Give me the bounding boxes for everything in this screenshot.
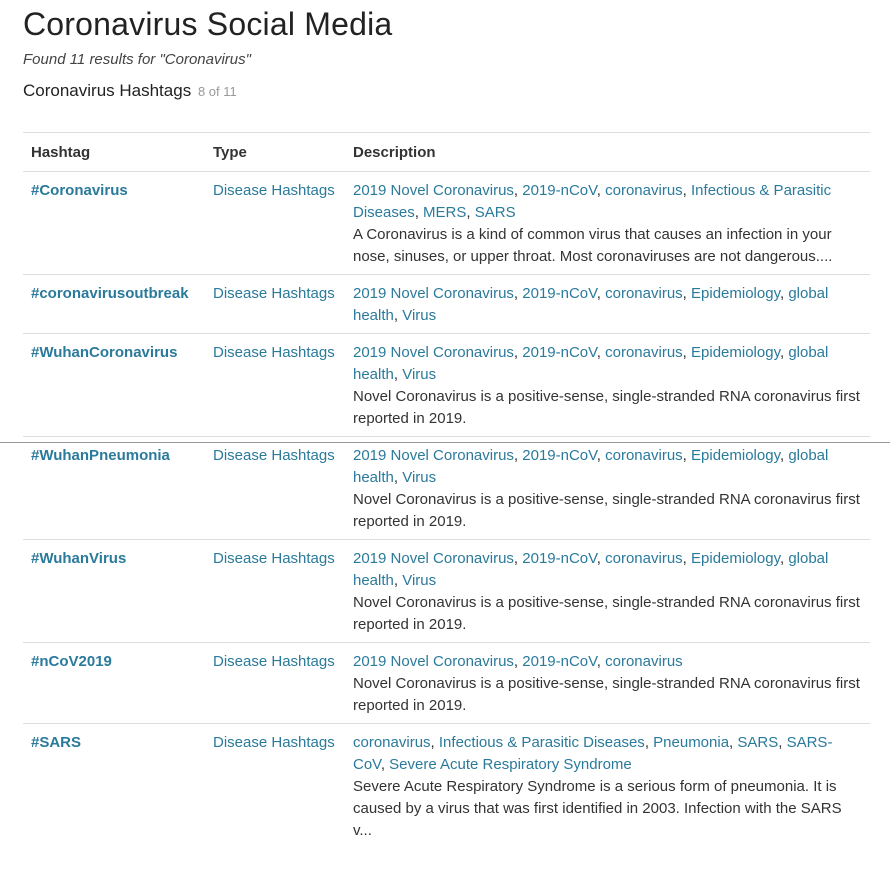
related-link[interactable]: global health <box>353 447 829 486</box>
column-header-hashtag: Hashtag <box>23 133 205 172</box>
related-link[interactable]: global health <box>353 344 829 383</box>
hashtags-table <box>23 132 870 848</box>
table-body <box>23 172 870 849</box>
related-link[interactable]: 2019 Novel Coronavirus <box>353 285 514 302</box>
link-separator: , <box>513 550 523 567</box>
related-link[interactable]: coronavirus <box>605 182 683 199</box>
related-link[interactable]: 2019-nCoV <box>522 182 597 199</box>
type-cell <box>205 724 345 849</box>
description-text: Novel Coronavirus is a positive-sense, single-stranded RNA coronavirus first reported in 2019. <box>353 675 860 714</box>
results-summary: Found 11 results for "Coronavirus" <box>23 51 251 68</box>
description-cell <box>345 724 870 849</box>
related-link[interactable]: 2019-nCoV <box>522 550 597 567</box>
related-link[interactable]: Infectious & Parasitic Diseases <box>438 734 645 751</box>
table-row <box>23 275 870 334</box>
hashtag-cell <box>23 334 205 437</box>
link-separator: , <box>644 734 654 751</box>
hashtag-cell <box>23 275 205 334</box>
type-cell <box>205 334 345 437</box>
type-link[interactable]: Disease Hashtags <box>213 447 335 464</box>
description-text: A Coronavirus is a kind of common virus that causes an infection in your nose, sinuses, or upper throat. Most coronaviruses are not dangerous.... <box>353 226 833 265</box>
related-link[interactable]: coronavirus <box>605 344 683 361</box>
link-separator: , <box>682 344 692 361</box>
section-header <box>23 79 870 104</box>
description-cell <box>345 437 870 540</box>
description-cell <box>345 172 870 275</box>
type-link[interactable]: Disease Hashtags <box>213 182 335 199</box>
table-row <box>23 334 870 437</box>
related-link[interactable]: Virus <box>402 307 437 324</box>
link-separator: , <box>513 447 523 464</box>
link-separator: , <box>682 285 692 302</box>
related-link[interactable]: global health <box>353 285 829 324</box>
link-separator: , <box>779 550 789 567</box>
related-link[interactable]: coronavirus <box>605 285 683 302</box>
type-cell <box>205 437 345 540</box>
type-link[interactable]: Disease Hashtags <box>213 734 335 751</box>
related-link[interactable]: 2019 Novel Coronavirus <box>353 447 514 464</box>
related-link[interactable]: Epidemiology <box>691 447 780 464</box>
hashtag-link[interactable]: #SARS <box>31 734 82 751</box>
description-text: Novel Coronavirus is a positive-sense, single-stranded RNA coronavirus first reported in 2019. <box>353 594 860 633</box>
link-separator: , <box>380 756 390 773</box>
related-link[interactable]: 2019-nCoV <box>522 285 597 302</box>
related-links <box>353 342 862 386</box>
link-separator: , <box>596 550 606 567</box>
link-separator: , <box>513 653 523 670</box>
related-link[interactable]: Epidemiology <box>691 344 780 361</box>
section-count: 8 of 11 <box>197 84 237 99</box>
related-link[interactable]: 2019 Novel Coronavirus <box>353 182 514 199</box>
related-link[interactable]: 2019-nCoV <box>522 447 597 464</box>
description-text: Novel Coronavirus is a positive-sense, single-stranded RNA coronavirus first reported in 2019. <box>353 491 860 530</box>
table-row <box>23 643 870 724</box>
link-separator: , <box>779 285 789 302</box>
related-links <box>353 732 862 776</box>
related-link[interactable]: Epidemiology <box>691 550 780 567</box>
related-link[interactable]: 2019-nCoV <box>522 653 597 670</box>
column-header-type: Type <box>205 133 345 172</box>
link-separator: , <box>393 572 403 589</box>
related-links <box>353 651 862 673</box>
table-row <box>23 724 870 849</box>
related-links <box>353 283 862 327</box>
table-row <box>23 172 870 275</box>
hashtag-cell <box>23 172 205 275</box>
link-separator: , <box>779 344 789 361</box>
type-link[interactable]: Disease Hashtags <box>213 285 335 302</box>
hashtag-link[interactable]: #WuhanVirus <box>31 550 127 567</box>
type-link[interactable]: Disease Hashtags <box>213 344 335 361</box>
related-link[interactable]: 2019 Novel Coronavirus <box>353 550 514 567</box>
link-separator: , <box>596 447 606 464</box>
page-title: Coronavirus Social Media <box>23 6 393 42</box>
type-link[interactable]: Disease Hashtags <box>213 653 335 670</box>
link-separator: , <box>393 469 403 486</box>
description-cell <box>345 334 870 437</box>
link-separator: , <box>682 550 692 567</box>
description-text: Novel Coronavirus is a positive-sense, single-stranded RNA coronavirus first reported in 2019. <box>353 388 860 427</box>
related-link[interactable]: Virus <box>402 572 437 589</box>
link-separator: , <box>682 447 692 464</box>
link-separator: , <box>596 653 606 670</box>
link-separator: , <box>393 366 403 383</box>
related-link[interactable]: MERS <box>423 204 467 221</box>
description-cell <box>345 643 870 724</box>
related-link[interactable]: 2019 Novel Coronavirus <box>353 344 514 361</box>
hashtag-cell <box>23 540 205 643</box>
related-link[interactable]: coronavirus <box>353 734 431 751</box>
link-separator: , <box>596 285 606 302</box>
column-header-description: Description <box>345 133 870 172</box>
section-title: Coronavirus Hashtags <box>23 81 192 100</box>
description-text: Severe Acute Respiratory Syndrome is a serious form of pneumonia. It is caused by a virus that was first identified in 2003. Infection with the SARS v... <box>353 778 842 839</box>
related-links <box>353 180 862 224</box>
link-separator: , <box>393 307 403 324</box>
related-link[interactable]: SARS-CoV <box>353 734 833 773</box>
link-separator: , <box>778 734 787 751</box>
hashtag-cell <box>23 437 205 540</box>
hashtag-cell <box>23 643 205 724</box>
link-separator: , <box>513 182 523 199</box>
link-separator: , <box>513 344 523 361</box>
hashtag-link[interactable]: #nCoV2019 <box>31 653 112 670</box>
hashtag-link[interactable]: #coronavirusoutbreak <box>31 285 189 302</box>
related-link[interactable]: coronavirus <box>605 653 683 670</box>
related-link[interactable]: SARS <box>737 734 779 751</box>
related-link[interactable]: Epidemiology <box>691 285 780 302</box>
related-links <box>353 548 862 592</box>
related-link[interactable]: Virus <box>402 469 437 486</box>
link-separator: , <box>596 344 606 361</box>
link-separator: , <box>779 447 789 464</box>
related-link[interactable]: coronavirus <box>605 447 683 464</box>
hashtag-cell <box>23 724 205 849</box>
hashtag-link[interactable]: #Coronavirus <box>31 182 128 199</box>
description-cell <box>345 540 870 643</box>
related-link[interactable]: coronavirus <box>605 550 683 567</box>
related-links <box>353 445 862 489</box>
description-cell <box>345 275 870 334</box>
related-link[interactable]: 2019 Novel Coronavirus <box>353 653 514 670</box>
type-cell <box>205 540 345 643</box>
link-separator: , <box>466 204 475 221</box>
page-content <box>23 0 870 848</box>
link-separator: , <box>682 182 692 199</box>
related-link[interactable]: Virus <box>402 366 437 383</box>
link-separator: , <box>513 285 523 302</box>
table-row <box>23 437 870 540</box>
hashtag-link[interactable]: #WuhanCoronavirus <box>31 344 178 361</box>
link-separator: , <box>729 734 738 751</box>
type-cell <box>205 643 345 724</box>
link-separator: , <box>414 204 424 221</box>
type-cell <box>205 172 345 275</box>
related-link[interactable]: 2019-nCoV <box>522 344 597 361</box>
link-separator: , <box>596 182 606 199</box>
related-link[interactable]: SARS <box>474 204 516 221</box>
related-link[interactable]: global health <box>353 550 829 589</box>
related-link[interactable]: Pneumonia <box>653 734 730 751</box>
table-row <box>23 540 870 643</box>
link-separator: , <box>430 734 439 751</box>
related-link[interactable]: Severe Acute Respiratory Syndrome <box>389 756 632 773</box>
hashtag-link[interactable]: #WuhanPneumonia <box>31 447 170 464</box>
related-link[interactable]: Infectious & Parasitic Diseases <box>353 182 832 221</box>
type-link[interactable]: Disease Hashtags <box>213 550 335 567</box>
type-cell <box>205 275 345 334</box>
table-header-row <box>23 133 870 172</box>
